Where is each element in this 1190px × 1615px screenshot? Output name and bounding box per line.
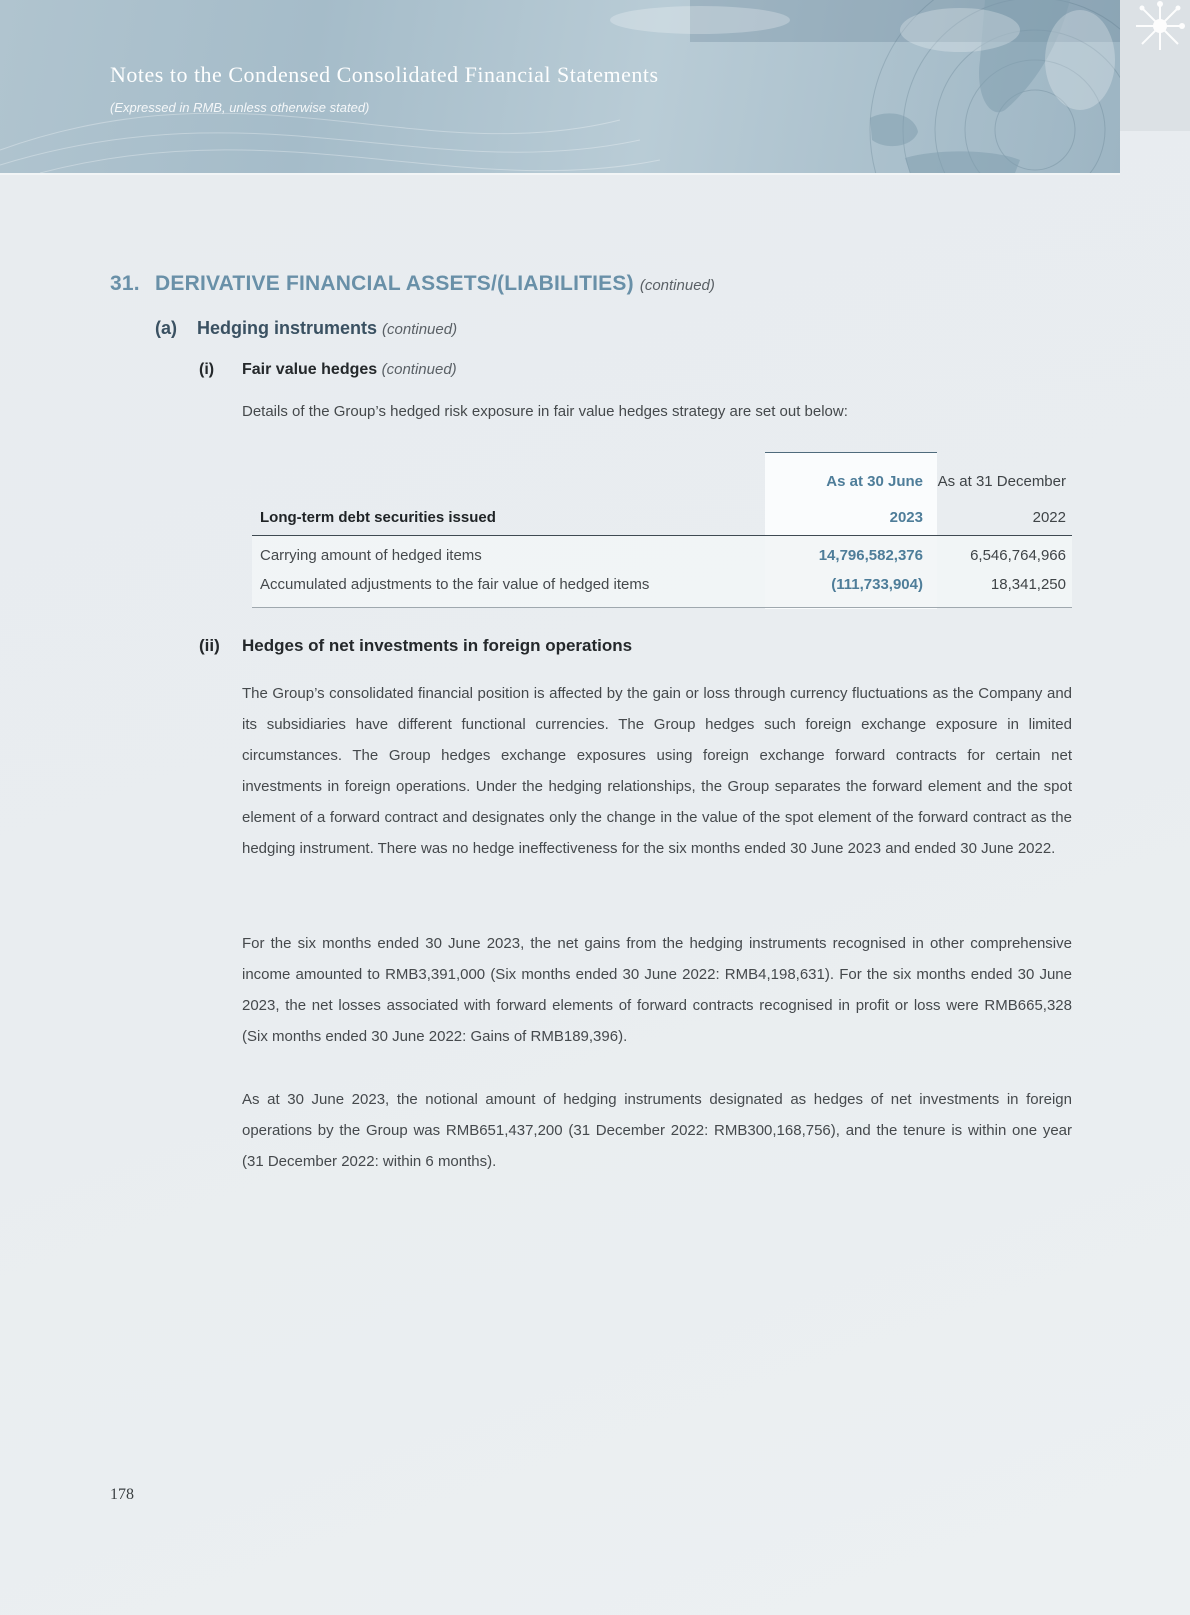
table-row-value-2023: 14,796,582,376: [818, 547, 923, 564]
fair-value-hedges-table: [252, 452, 1072, 608]
subsection-ii-heading: [199, 636, 1089, 656]
table-row-value-2022: 18,341,250: [990, 576, 1066, 593]
subsection-ii-label: (ii): [199, 636, 220, 655]
body-paragraph: As at 30 June 2023, the notional amount of hedging instruments designated as hedges of net investments in foreign operations by the Group was RMB651,437,200 (31 December 2022: RMB300,168,756), and the tenure is within one year (31 December 2022: within 6 months).: [242, 1091, 1072, 1170]
subsection-ii-title: Hedges of net investments in foreign operations: [242, 636, 633, 655]
body-paragraph: The Group’s consolidated financial position is affected by the gain or loss through currency fluctuations as the Company and its subsidiaries have different functional currencies. The Group hedges such foreign exchange exposure in limited circumstances. The Group hedges exchange exposures using foreign exchange forward contracts for certain net investments in foreign operations. Under the hedging relationships, the Group separates the forward element and the spot element of a forward contract and designates only the change in the value of the spot element of the forward contract as the hedging instrument. There was no hedge ineffectiveness for the six months ended 30 June 2023 and ended 30 June 2022.: [242, 685, 1072, 857]
col-header-2022-line1: As at 31 December: [937, 473, 1066, 490]
subsection-i-continued: (continued): [381, 361, 457, 378]
body-paragraph: For the six months ended 30 June 2023, the net gains from the hedging instruments recognised in other comprehensive income amounted to RMB3,391,000 (Six months ended 30 June 2022: RMB4,198,631). For the six months ended 30 June 2023, the net losses associated with forward elements of forward contracts recognised in profit or loss were RMB665,328 (Six months ended 30 June 2022: Gains of RMB189,396).: [242, 935, 1072, 1045]
subsection-i-label: (i): [199, 361, 215, 378]
col-header-2023-line2: 2023: [889, 509, 923, 526]
subsection-a-title: Hedging instruments: [197, 318, 378, 338]
row-group-label: Long-term debt securities issued: [260, 509, 496, 526]
header-band: [0, 0, 1120, 175]
subsection-i-heading: [199, 361, 1079, 379]
header-spacer: [252, 452, 765, 490]
table-body: [252, 535, 1072, 608]
coral-flake-icon: [1120, 0, 1190, 70]
subsection-a-label: (a): [155, 318, 177, 338]
page-number: 178: [110, 1486, 134, 1503]
header-corner-block: [1120, 0, 1190, 131]
table-row-value-2023: (111,733,904): [831, 576, 923, 593]
section-continued: (continued): [639, 277, 715, 294]
page-subtitle: (Expressed in RMB, unless otherwise stated): [110, 100, 370, 115]
table-row-label: Accumulated adjustments to the fair value of hedged items: [260, 576, 650, 593]
page-title: Notes to the Condensed Consolidated Financial Statements: [110, 62, 659, 87]
col-header-2023-line1: As at 30 June: [826, 473, 923, 490]
col-header-2022-line2: 2022: [1032, 509, 1066, 526]
section-title: DERIVATIVE FINANCIAL ASSETS/(LIABILITIES): [155, 272, 634, 295]
table-row-value-2022: 6,546,764,966: [970, 547, 1066, 564]
subsection-a-continued: (continued): [382, 321, 458, 338]
table-intro-text: Details of the Group’s hedged risk exposure in fair value hedges strategy are set out below:: [242, 403, 848, 420]
section-heading: [110, 272, 1090, 296]
table-row-label: Carrying amount of hedged items: [260, 547, 482, 564]
subsection-i-title: Fair value hedges: [242, 361, 378, 378]
section-number: 31.: [110, 272, 140, 295]
subsection-a-heading: [155, 318, 1055, 339]
table-header: [252, 452, 1072, 535]
